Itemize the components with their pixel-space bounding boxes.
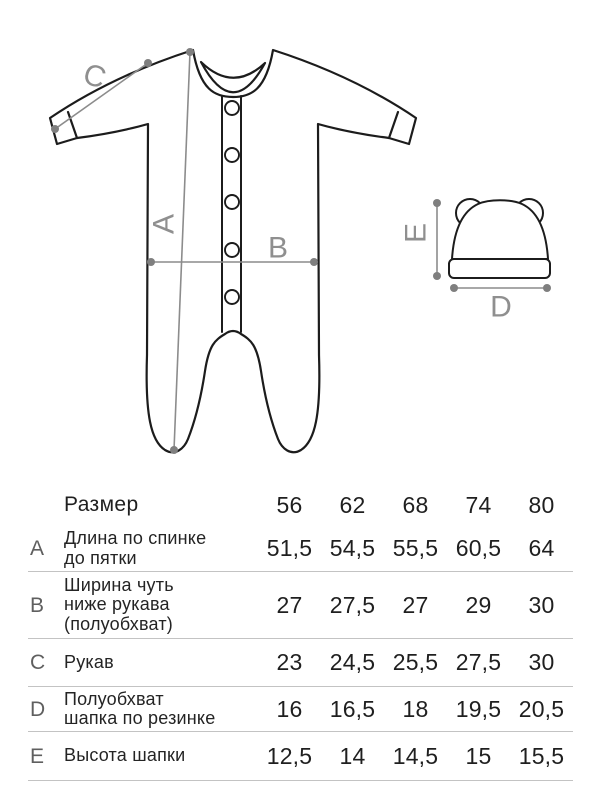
size-col-68: 68: [402, 491, 429, 518]
row-label: [64, 529, 258, 568]
cell-value: 25,5: [392, 649, 439, 675]
cell-value: 27,5: [455, 649, 502, 675]
size-col-80: 80: [528, 491, 555, 518]
label-c: C: [79, 57, 110, 96]
cell-value: 64: [528, 535, 555, 561]
size-header-label: Размер: [64, 493, 139, 516]
measure-line-e: [433, 199, 441, 280]
cell-value: 29: [465, 591, 492, 618]
row-letter: E: [30, 744, 45, 768]
row-label: [64, 746, 258, 765]
row-label-line: Высота шапки: [64, 745, 186, 766]
row-label-line: Длина по спинке: [64, 528, 207, 549]
label-a: A: [147, 213, 181, 235]
row-letter: A: [30, 537, 45, 560]
row-label-line: Рукав: [64, 651, 114, 672]
table-row-e: [28, 732, 573, 781]
snap-button: [225, 290, 239, 304]
cell-value: 20,5: [518, 695, 565, 722]
cell-value: 60,5: [455, 535, 502, 561]
row-label: [64, 690, 258, 729]
table-row-a: [28, 526, 573, 572]
table-row-b: [28, 572, 573, 639]
size-col-62: 62: [339, 491, 366, 518]
cell-value: 18: [402, 695, 429, 722]
row-letter: B: [30, 593, 45, 617]
onesie-drawing: [50, 50, 416, 452]
row-label: [64, 576, 258, 634]
hat-drawing: [449, 199, 550, 278]
size-col-74: 74: [465, 491, 492, 518]
row-label-line: ниже рукава: [64, 594, 170, 615]
cell-value: 14: [339, 742, 366, 769]
row-label: [64, 653, 258, 672]
cell-value: 19,5: [455, 695, 502, 722]
cell-value: 27: [276, 591, 303, 618]
row-label-line: Полуобхват: [64, 688, 164, 709]
table-row-c: [28, 639, 573, 687]
hat-brim: [449, 259, 550, 278]
cell-value: 55,5: [392, 535, 439, 561]
cell-value: 30: [528, 591, 555, 618]
cell-value: 15,5: [518, 742, 565, 769]
cell-value: 27,5: [329, 591, 376, 618]
row-label-line: шапка по резинке: [64, 708, 216, 728]
cell-value: 30: [528, 649, 555, 675]
cell-value: 12,5: [266, 742, 313, 769]
cell-value: 27: [402, 591, 429, 618]
cell-value: 24,5: [329, 649, 376, 675]
snap-button: [225, 101, 239, 115]
cell-value: 15: [465, 742, 492, 769]
snap-button: [225, 195, 239, 209]
row-letter: C: [30, 651, 46, 674]
cell-value: 23: [276, 649, 303, 675]
snap-button: [225, 243, 239, 257]
cell-value: 16: [276, 695, 303, 722]
table-header-row: [28, 484, 573, 526]
cell-value: 14,5: [392, 742, 439, 769]
cell-value: 16,5: [329, 695, 376, 722]
cell-value: 51,5: [266, 535, 313, 561]
snap-button: [225, 148, 239, 162]
row-label-line: до пятки: [64, 547, 137, 568]
row-label-line: Ширина чуть: [64, 574, 174, 595]
cell-value: 54,5: [329, 535, 376, 561]
size-col-56: 56: [276, 491, 303, 518]
collar-binding: [201, 62, 265, 92]
label-d: D: [490, 290, 512, 324]
size-table: [28, 484, 573, 781]
label-e: E: [399, 222, 433, 244]
row-letter: D: [30, 697, 46, 721]
row-label-line: (полуобхват): [64, 613, 173, 634]
label-b: B: [267, 231, 289, 265]
table-row-d: [28, 687, 573, 732]
